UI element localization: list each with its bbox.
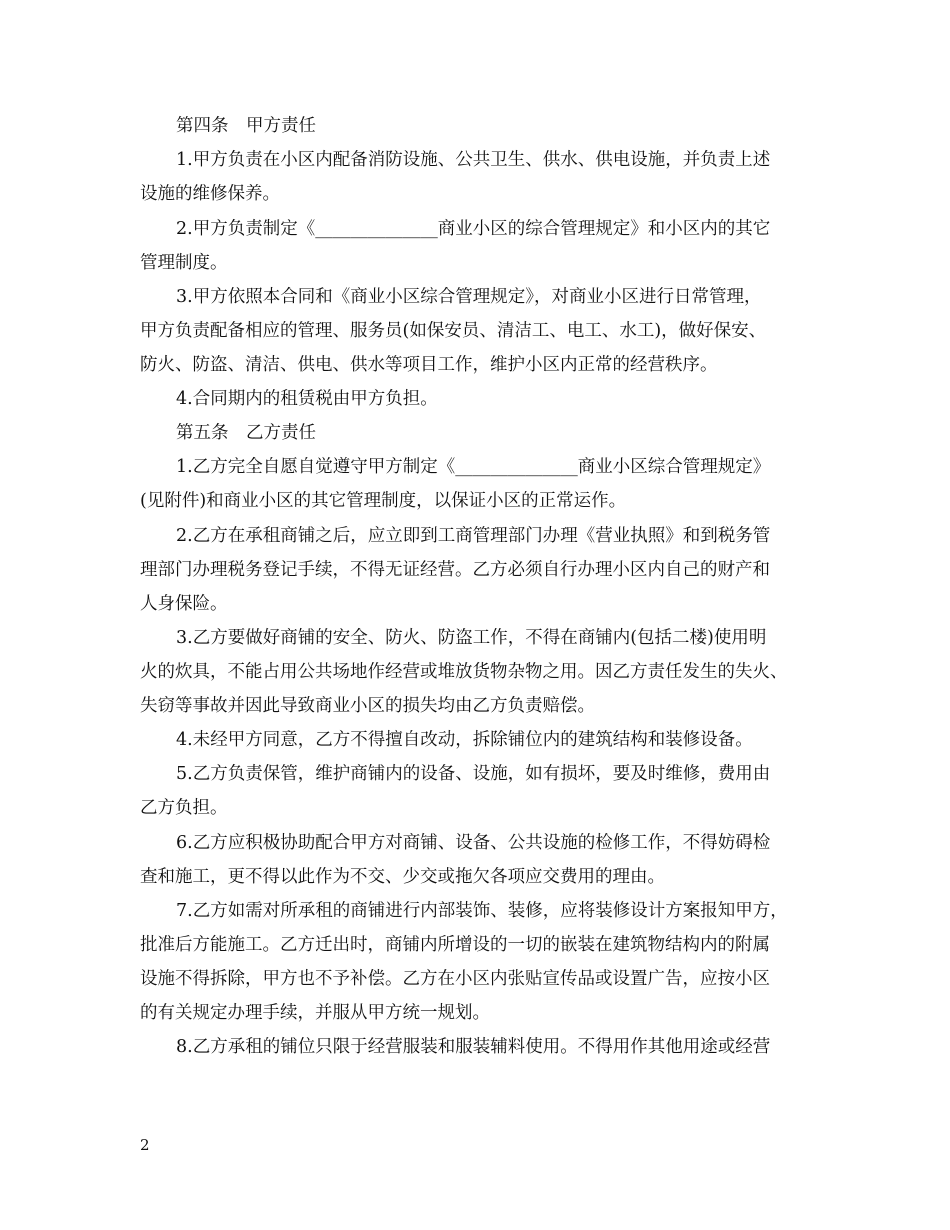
paragraph-line: 2.乙方在承租商铺之后，应立即到工商管理部门办理《营业执照》和到税务管 — [176, 526, 771, 546]
paragraph-line: 火的炊具，不能占用公共场地作经营或堆放货物杂物之用。因乙方责任发生的失火、 — [140, 662, 788, 682]
paragraph-line: 设施不得拆除，甲方也不予补偿。乙方在小区内张贴宣传品或设置广告，应按小区 — [140, 969, 770, 989]
paragraph-line: 1.甲方负责在小区内配备消防设施、公共卫生、供水、供电设施，并负责上述 — [176, 150, 771, 170]
paragraph-line: 批准后方能施工。乙方迁出时，商铺内所增设的一切的嵌装在建筑物结构内的附属 — [140, 935, 770, 955]
page-number: 2 — [140, 1136, 150, 1154]
paragraph-line: 的有关规定办理手续，并服从甲方统一规划。 — [140, 1003, 490, 1023]
paragraph-line: 3.乙方要做好商铺的安全、防火、防盗工作，不得在商铺内(包括二楼)使用明 — [176, 628, 767, 648]
paragraph-line: 乙方负担。 — [140, 798, 228, 818]
paragraph-line: 4.未经甲方同意，乙方不得擅自改动，拆除铺位内的建筑结构和装修设备。 — [176, 730, 753, 750]
paragraph-line: (见附件)和商业小区的其它管理制度，以保证小区的正常运作。 — [140, 491, 627, 511]
paragraph-line: 管理制度。 — [140, 253, 228, 273]
paragraph-line: 理部门办理税务登记手续，不得无证经营。乙方必须自行办理小区内自己的财产和 — [140, 560, 770, 580]
paragraph-line: 5.乙方负责保管，维护商铺内的设备、设施，如有损坏，要及时维修，费用由 — [176, 764, 771, 784]
section-heading-article-4: 第四条 甲方责任 — [176, 116, 316, 136]
paragraph-line: 8.乙方承租的铺位只限于经营服装和服装辅料使用。不得用作其他用途或经营 — [176, 1037, 771, 1057]
paragraph-line: 失窃等事故并因此导致商业小区的损失均由乙方负责赔偿。 — [140, 696, 595, 716]
paragraph-line: 6.乙方应积极协助配合甲方对商铺、设备、公共设施的检修工作，不得妨碍检 — [176, 833, 771, 853]
paragraph-line: 防火、防盗、清洁、供电、供水等项目工作，维护小区内正常的经营秩序。 — [140, 355, 718, 375]
paragraph-line: 人身保险。 — [140, 594, 228, 614]
paragraph-line: 1.乙方完全自愿自觉遵守甲方制定《______________商业小区综合管理规定》 — [176, 457, 771, 477]
paragraph-line: 4.合同期内的租赁税由甲方负担。 — [176, 389, 438, 409]
section-heading-article-5: 第五条 乙方责任 — [176, 423, 316, 443]
paragraph-line: 甲方负责配备相应的管理、服务员(如保安员、清洁工、电工、水工)，做好保安、 — [140, 321, 767, 341]
paragraph-line: 7.乙方如需对所承租的商铺进行内部装饰、装修，应将装修设计方案报知甲方， — [176, 901, 788, 921]
paragraph-line: 查和施工，更不得以此作为不交、少交或拖欠各项应交费用的理由。 — [140, 867, 665, 887]
paragraph-line: 设施的维修保养。 — [140, 184, 280, 204]
paragraph-line: 2.甲方负责制定《______________商业小区的综合管理规定》和小区内的其它 — [176, 219, 771, 239]
paragraph-line: 3.甲方依照本合同和《商业小区综合管理规定》，对商业小区进行日常管理， — [176, 287, 762, 307]
